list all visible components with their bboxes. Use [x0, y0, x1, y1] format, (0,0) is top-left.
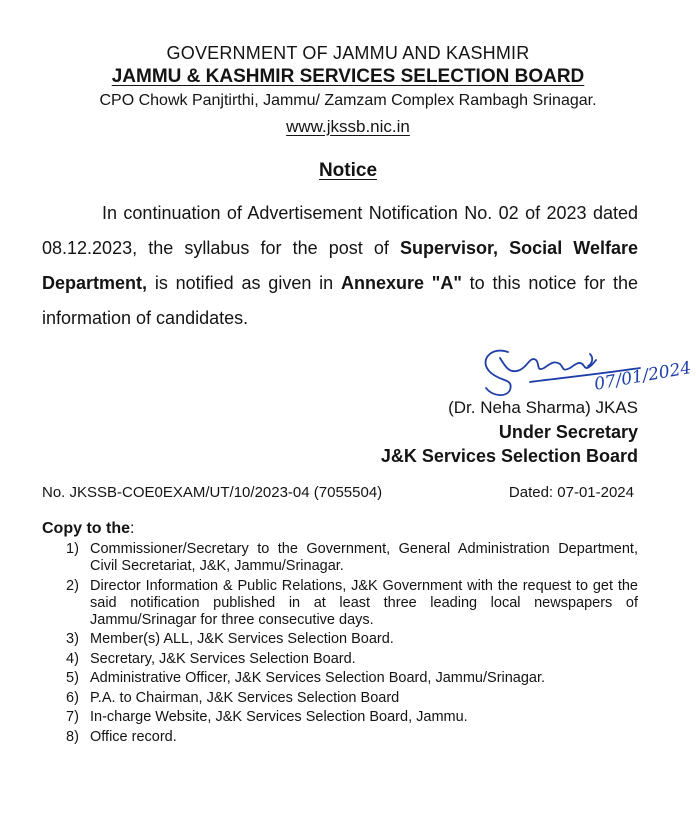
notice-body — [42, 196, 638, 336]
board-title: JAMMU & KASHMIR SERVICES SELECTION BOARD — [111, 66, 585, 87]
government-title: GOVERNMENT OF JAMMU AND KASHMIR — [166, 43, 530, 63]
list-item-text: Member(s) ALL, J&K Services Selection Board. — [90, 631, 394, 647]
website-link[interactable]: www.jkssb.nic.in — [286, 117, 410, 136]
list-item — [66, 729, 638, 746]
list-item-text: In-charge Website, J&K Services Selection Board, Jammu. — [90, 709, 468, 725]
list-item-number: 6) — [66, 689, 79, 706]
list-item-number: 2) — [66, 577, 79, 594]
notice-heading: Notice — [318, 160, 378, 181]
list-item-number: 1) — [66, 541, 79, 557]
copy-to-list — [66, 541, 638, 748]
list-item-text: Commissioner/Secretary to the Government, General Administration Department, Civil Secretariat, J&K, Jammu/Srinagar. — [90, 541, 638, 574]
list-item-number: 5) — [66, 670, 79, 686]
signatory-name: (Dr. Neha Sharma) JKAS — [448, 398, 638, 417]
copy-to-label: Copy to the — [42, 520, 130, 537]
notice-annexure: Annexure "A" — [340, 273, 462, 293]
list-item-text: Director Information & Public Relations, J&K Government with the request to get the said notification published in at least three leading local newspapers of Jammu/Srinagar for three consecutive days. — [90, 577, 638, 628]
list-item-text: Secretary, J&K Services Selection Board. — [90, 650, 356, 667]
list-item-number: 7) — [66, 709, 79, 725]
copy-to-heading — [42, 520, 134, 538]
notice-text-part3: to this notice for the information of candidates. — [42, 273, 638, 328]
signatory-organization: J&K Services Selection Board — [380, 446, 638, 466]
signatory-block — [381, 396, 638, 468]
list-item-number: 8) — [66, 728, 79, 745]
list-item — [66, 651, 638, 668]
notice-text-part2: is notified as given in — [147, 273, 341, 293]
list-item-text: Administrative Officer, J&K Services Selection Board, Jammu/Srinagar. — [90, 670, 546, 686]
list-item-number: 3) — [66, 631, 79, 647]
list-item-text: Office record. — [90, 728, 177, 745]
list-item — [66, 690, 638, 707]
list-item — [66, 631, 638, 648]
signature-date: 07/01/2024 — [592, 358, 693, 395]
reference-date: Dated: 07-01-2024 — [508, 484, 634, 501]
reference-number: No. JKSSB-COE0EXAM/UT/10/2023-04 (7055504) — [42, 484, 383, 501]
notice-post-name: Supervisor, Social Welfare Department, — [42, 238, 639, 293]
list-item-number: 4) — [66, 650, 79, 667]
copy-to-colon: : — [130, 520, 135, 537]
list-item — [66, 541, 638, 575]
list-item-text: P.A. to Chairman, J&K Services Selection Board — [90, 689, 400, 706]
handwritten-signature — [470, 338, 696, 398]
list-item — [66, 709, 638, 726]
list-item — [66, 670, 638, 687]
list-item — [66, 578, 638, 629]
signatory-designation: Under Secretary — [498, 422, 638, 442]
board-address: CPO Chowk Panjtirthi, Jammu/ Zamzam Complex Rambagh Srinagar. — [99, 92, 597, 109]
letterhead — [0, 42, 696, 138]
notice-text-part1: In continuation of Advertisement Notification No. 02 of 2023 dated 08.12.2023, the syllabus for the post of — [42, 203, 638, 258]
